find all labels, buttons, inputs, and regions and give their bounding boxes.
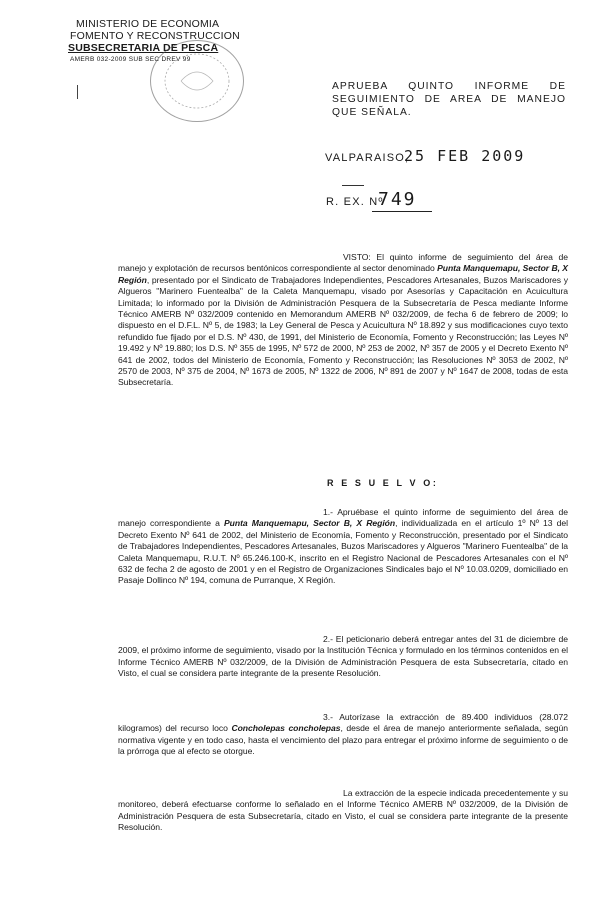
resolution-number: 749: [378, 189, 417, 210]
date-stamp: 25 FEB 2009: [404, 147, 526, 165]
item-2-number: 2.-: [323, 634, 333, 644]
official-stamp: [150, 40, 244, 122]
ministry-name: MINISTERIO DE ECONOMIA: [76, 18, 220, 30]
item-1-sector-name: Punta Manquemapu, Sector B, X Región: [223, 518, 396, 529]
visto-text-2: , presentado por el Sindicato de Trabajadores Independientes, Pescadores Artesanales, Buzos Mariscadores y Algueros "Marinero Fuentealba" de la Caleta Manquemapu, visado por Asesorías y Capacitación en Acuicultura Limitada; lo informado por la División de Administración Pesquera de la Subsecretaría de Pesca mediante Informe Técnico AMERB Nº 032/2009 contenido en Memorandum AMERB Nº 032/2009, de fecha 6 de febrero de 2009; lo dispuesto en el D.F.L. Nº 5, de 1983; la Ley General de Pesca y Acuicultura Nº 18.892 y sus modificaciones cuyo texto refundido fue fijado por el D.S. Nº 430, de 1991, del Ministerio de Economía, Fomento y Reconstrucción; las Leyes Nº 19.492 y Nº 19.880; los D.S. Nº 355 de 1995, Nº 572 de 2000, Nº 253 de 2002, Nº 357 de 2005 y el Decreto Exento Nº 641 de 2002, todos del Ministerio de Economía, Fomento y Reconstrucción; las Resoluciones Nº 3053 de 2002, Nº 2570 de 2003, Nº 375 de 2004, Nº 1673 de 2005, Nº 1322 de 2006, Nº 891 de 2007 y Nº 1647 de 2008, todas de esta Subsecretaría.: [118, 274, 568, 388]
subsecretaria-name: SUBSECRETARIA DE PESCA: [68, 42, 219, 54]
item-3: [118, 712, 568, 758]
reference-code: AMERB 032-2009 SUB SEC DREV 99: [70, 56, 191, 63]
resolution-label: R. EX. Nº: [326, 196, 384, 208]
item-2-text: El peticionario deberá entregar antes del 31 de diciembre de 2009, el próximo informe de seguimiento, visado por la Institución Técnica y formulado en los términos contenidos en el Informe Técnico AMERB Nº 032/2009, de la División de Administración Pesquera de esta Subsecretaría, citado en Visto, el cual se considera parte integrante de la presente Resolución.: [118, 634, 568, 679]
item-1-number: 1.-: [323, 507, 333, 517]
item-3-number: 3.-: [323, 712, 333, 722]
item-3-species-name: Concholepas concholepas: [231, 723, 341, 734]
visto-sector-name: Punta Manquemapu, Sector B, X Región: [118, 263, 568, 285]
visto-lead: VISTO:: [343, 252, 371, 262]
item-1: [118, 507, 568, 587]
city-label: VALPARAISO,: [325, 152, 410, 164]
ministry-subname: FOMENTO Y RECONSTRUCCION: [70, 30, 240, 42]
resuelvo-heading: R E S U E L V O:: [327, 478, 439, 488]
resolution-underline: [372, 211, 432, 212]
stamp-seal-icon: [151, 41, 243, 121]
document-title: APRUEBA QUINTO INFORME DE SEGUIMIENTO DE AREA DE MANEJO QUE SEÑALA.: [332, 81, 566, 118]
item-3-text-1: Autorízase la extracción de 89.400 individuos (28.072 kilogramos) del recurso loco: [118, 712, 568, 734]
margin-mark: [77, 85, 78, 99]
closing-paragraph: La extracción de la especie indicada precedentemente y su monitoreo, deberá efectuarse conforme lo señalado en el Informe Técnico AMERB Nº 032/2009, de la División de Administración Pesquera de esta Subsecretaría, citado en Visto, el cual se considera parte integrante de la presente Resolución.: [118, 788, 568, 833]
visto-text-1: El quinto informe de seguimiento del área de manejo y explotación de recursos bentónicos correspondiente al sector denominado: [118, 252, 568, 274]
item-2: [118, 634, 568, 680]
visto-paragraph: [118, 252, 568, 389]
item-3-text-2: , desde el área de manejo anteriormente señalada, según normativa vigente y en todo caso, hasta el vencimiento del plazo para entregar el próximo informe de seguimiento o de la prórroga que al efecto se otorgue.: [118, 723, 568, 757]
item-1-text-2: , individualizada en el artículo 1º Nº 13 del Decreto Exento Nº 641 de 2002, del Ministerio de Economía, Fomento y Reconstrucción, presentado por el Sindicato de Trabajadores Independientes, Pescadores Artesanales, Buzos Mariscadores y Algueros "Marinero Fuentealba" de la Caleta Manquemapu, R.U.T. Nº 65.246.100-K, inscrito en el Registro Nacional de Pescadores Artesanales con el Nº 632 de fecha 2 de agosto de 2001 y en el Registro de Organizaciones Sindicales bajo el Nº 10.03.0209, domiciliado en Pasaje Dollinco Nº 194, comuna de Purranque, X Región.: [118, 518, 568, 586]
dash-mark: [342, 185, 364, 186]
item-1-text-1: Apruébase el quinto informe de seguimiento del área de manejo correspondiente a: [118, 507, 568, 529]
